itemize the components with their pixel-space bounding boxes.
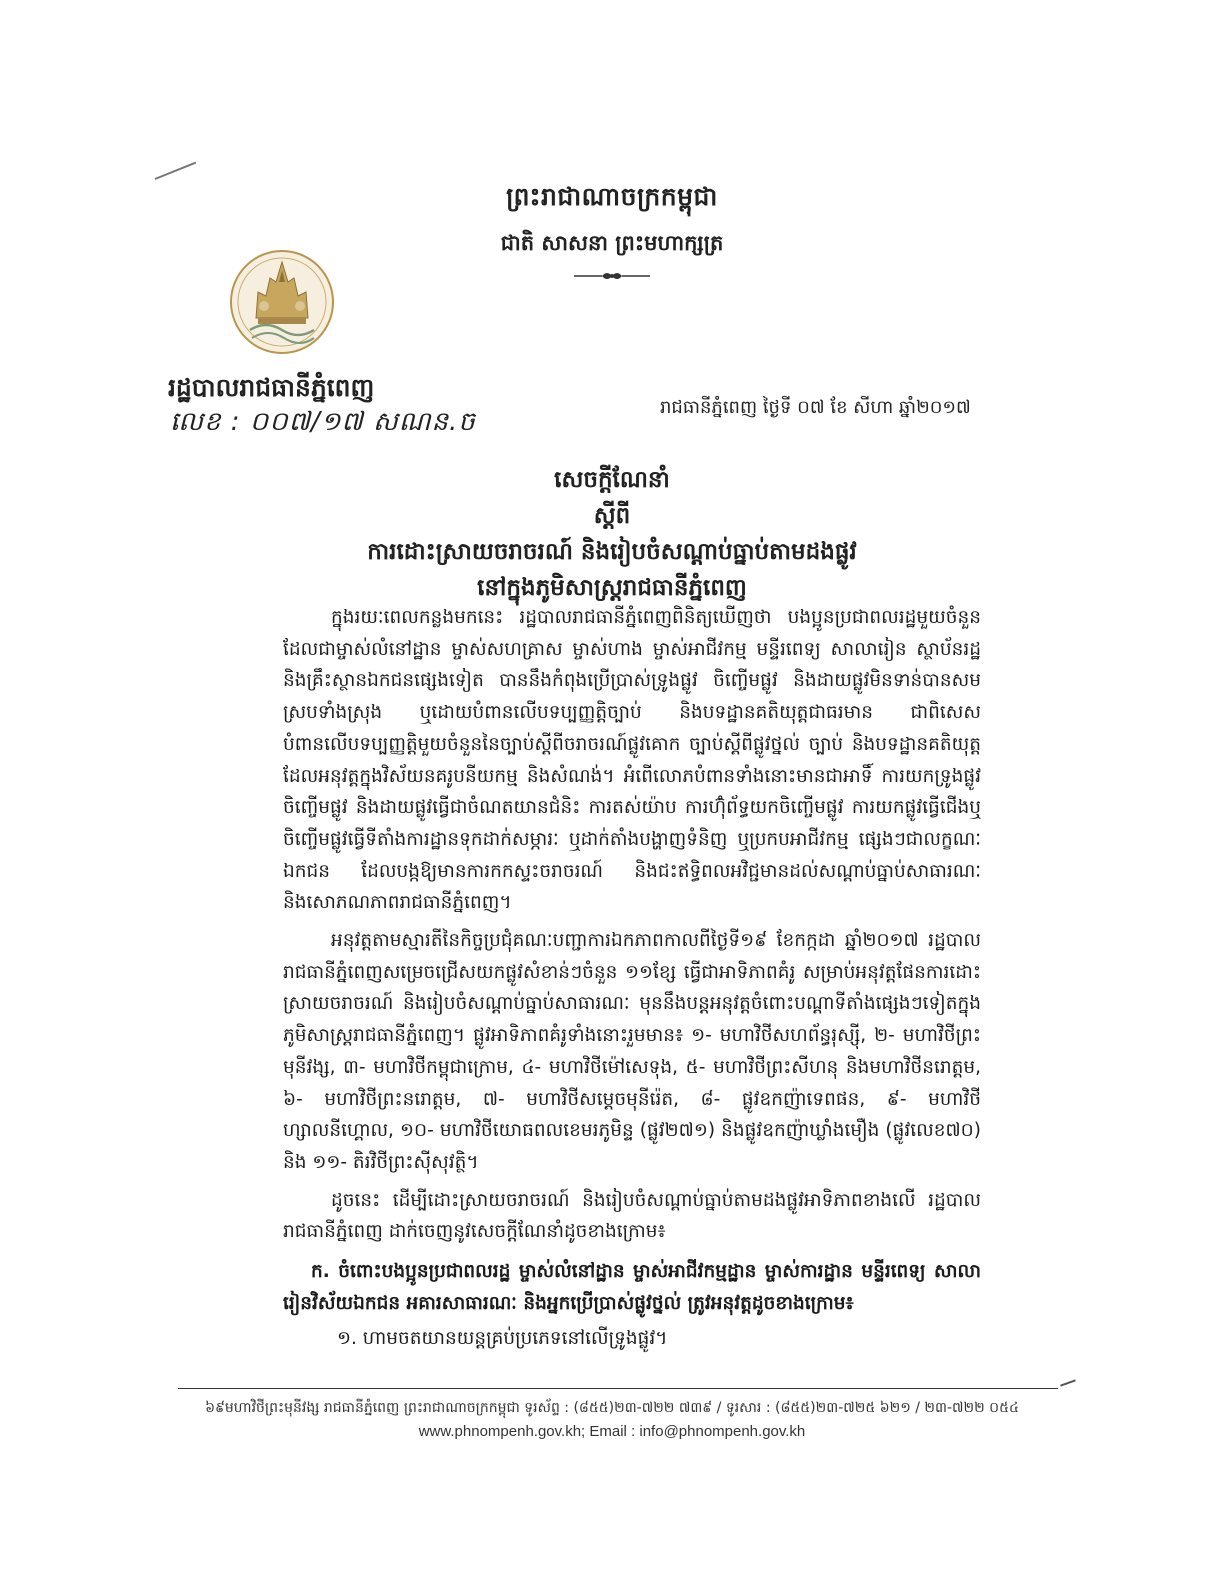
document-body [283, 602, 981, 1355]
city-seal-icon [228, 248, 336, 356]
section-a-heading: ក. ចំពោះបងប្អូនប្រជាពលរដ្ឋ ម្ចាស់លំនៅដ្ឋាន ម្ចាស់អាជីវកម្មដ្ឋាន ម្ចាស់ការដ្ឋាន មន្ទីរពេទ្យ សាលារៀនវិស័យឯកជន អគារសាធារណៈ និងអ្នកប្រើប្រាស់ផ្លូវថ្នល់ ត្រូវអនុវត្តដូចខាងក្រោម៖ [283, 1261, 981, 1314]
footer-address: ៦៩មហាវិថីព្រះមុនីវង្ស រាជធានីភ្នំពេញ ព្រះរាជាណាចក្រកម្ពុជា ទូរស័ព្ទ : (៨៥៥)២៣-៧២២ ៧៣៩ / ទូរសារ : (៨៥៥)២៣-៧២៥ ៦២១ / ២៣-៧២២ ០៥៤ [205, 1400, 1019, 1416]
body-paragraph-3: ដូចនេះ ដើម្បីដោះស្រាយចរាចរណ៍ និងរៀបចំសណ្តាប់ធ្នាប់តាមដងផ្លូវអាទិភាពខាងលើ រដ្ឋបាលរាជធានីភ្នំពេញ ដាក់ចេញនូវសេចក្តីណែនាំដូចខាងក្រោម៖ [283, 1189, 981, 1243]
pen-mark [155, 162, 197, 180]
national-motto: ជាតិ សាសនា ព្រះមហាក្សត្រ [500, 231, 724, 255]
list-item-1: ១. ហាមចតយានយន្តគ្រប់ប្រភេទនៅលើទ្រូងផ្លូវ។ [337, 1328, 668, 1350]
footer-website[interactable]: www.phnompenh.gov.kh; Email : info@phnompenh.gov.kh [418, 1423, 806, 1440]
ornament-divider-icon [572, 269, 652, 283]
footer-divider [178, 1388, 1058, 1389]
title-line-1: សេចក្តីណែនាំ [554, 467, 670, 493]
title-line-2: ស្តីពី [593, 503, 631, 529]
letterhead [0, 182, 1224, 283]
body-paragraph-2: អនុវត្តតាមស្មារតីនៃកិច្ចប្រជុំគណៈបញ្ជាការឯកភាពកាលពីថ្ងៃទី១៩ ខែកក្កដា ឆ្នាំ២០១៧ រដ្ឋបាលរាជធានីភ្នំពេញសម្រេចជ្រើសយកផ្លូវសំខាន់ៗចំនួន ១១ខ្សែ ធ្វើជាអាទិភាពគំរូ សម្រាប់អនុវត្តផែនការដោះស្រាយចរាចរណ៍ និងរៀបចំសណ្តាប់ធ្នាប់សាធារណៈ មុននឹងបន្តអនុវត្តចំពោះបណ្តាទីតាំងផ្សេងៗទៀតក្នុងភូមិសាស្ត្ររាជធានីភ្នំពេញ។ ផ្លូវអាទិភាពគំរូទាំងនោះរួមមាន៖ ១- មហាវិថីសហព័ន្ធរុស្ស៊ី, ២- មហាវិថីព្រះមុនីវង្ស, ៣- មហាវិថីកម្ពុជាក្រោម, ៤- មហាវិថីម៉ៅសេទុង, ៥- មហាវិថីព្រះសីហនុ និងមហាវិថីនរោត្តម, ៦- មហាវិថីព្រះនរោត្តម, ៧- មហាវិថីសម្តេចមុនីរ៉េត, ៨- ផ្លូវឧកញ៉ាទេពផន, ៩- មហាវិថីហ្សាលនីហ្គោល, ១០- មហាវិថីយោធពលខេមរភូមិន្ទ (ផ្លូវ២៧១) និងផ្លូវឧកញ៉ាឃ្លាំងមឿង (ផ្លូវលេខ៧០) និង ១១- តិរវិថីព្រះស៊ីសុវត្ថិ។ [283, 930, 981, 1173]
reference-number: លេខ : ០០៧/១៧ សណន.ច [170, 407, 476, 437]
issue-date: រាជធានីភ្នំពេញ ថ្ងៃទី ០៧ ខែ សីហា ឆ្នាំ២០១៧ [660, 397, 971, 418]
body-paragraph-1: ក្នុងរយៈពេលកន្លងមកនេះ រដ្ឋបាលរាជធានីភ្នំពេញពិនិត្យឃើញថា បងប្អូនប្រជាពលរដ្ឋមួយចំនួនដែលជាម្ចាស់លំនៅដ្ឋាន ម្ចាស់សហគ្រាស ម្ចាស់ហាង ម្ចាស់អាជីវកម្ម មន្ទីរពេទ្យ សាលារៀន ស្ថាប័នរដ្ឋ និងគ្រឹះស្ថានឯកជនផ្សេងទៀត បាននឹងកំពុងប្រើប្រាស់ទ្រូងផ្លូវ ចិញ្ចើមផ្លូវ និងដាយផ្លូវមិនទាន់បានសមស្របទាំងស្រុង ឬដោយបំពានលើបទប្បញ្ញត្តិច្បាប់ និងបទដ្ឋានគតិយុត្តជាធរមាន ជាពិសេសបំពានលើបទប្បញ្ញត្តិមួយចំនួននៃច្បាប់ស្តីពីចរាចរណ៍ផ្លូវគោក ច្បាប់ស្តីពីផ្លូវថ្នល់ ច្បាប់ និងបទដ្ឋានគតិយុត្តដែលអនុវត្តក្នុងវិស័យនគរូបនីយកម្ម និងសំណង់។ អំពើលោភបំពានទាំងនោះមានជាអាទិ៍ ការយកទ្រូងផ្លូវ ចិញ្ចើមផ្លូវ និងដាយផ្លូវធ្វើជាចំណតយានជំនិះ ការតស់យ៉ាប ការហ៊ុំព័ទ្ធយកចិញ្ចើមផ្លូវ ការយកផ្លូវធ្វើជើងឬចិញ្ចើមផ្លូវធ្វើទីតាំងការដ្ឋានទុកដាក់សម្ភារៈ ឬដាក់តាំងបង្ហាញទំនិញ ឬប្រកបអាជីវកម្ម ផ្សេងៗជាលក្ខណៈឯកជន ដែលបង្កឱ្យមានការកកស្ទះចរាចរណ៍ និងជះឥទ្ធិពលអវិជ្ជមានដល់សណ្តាប់ធ្នាប់សាធារណៈ និងសោភណភាពរាជធានីភ្នំពេញ។ [283, 607, 981, 914]
kingdom-name: ព្រះរាជាណាចក្រកម្ពុជា [506, 182, 718, 211]
footer-pen-mark [1060, 1379, 1076, 1386]
document-title [0, 462, 1224, 606]
title-line-3: ការដោះស្រាយចរាចរណ៍ និងរៀបចំសណ្តាប់ធ្នាប់តាមដងផ្លូវ [367, 539, 857, 565]
title-line-4: នៅក្នុងភូមិសាស្ត្ររាជធានីភ្នំពេញ [477, 575, 747, 601]
issuing-authority: រដ្ឋបាលរាជធានីភ្នំពេញ [168, 373, 375, 402]
